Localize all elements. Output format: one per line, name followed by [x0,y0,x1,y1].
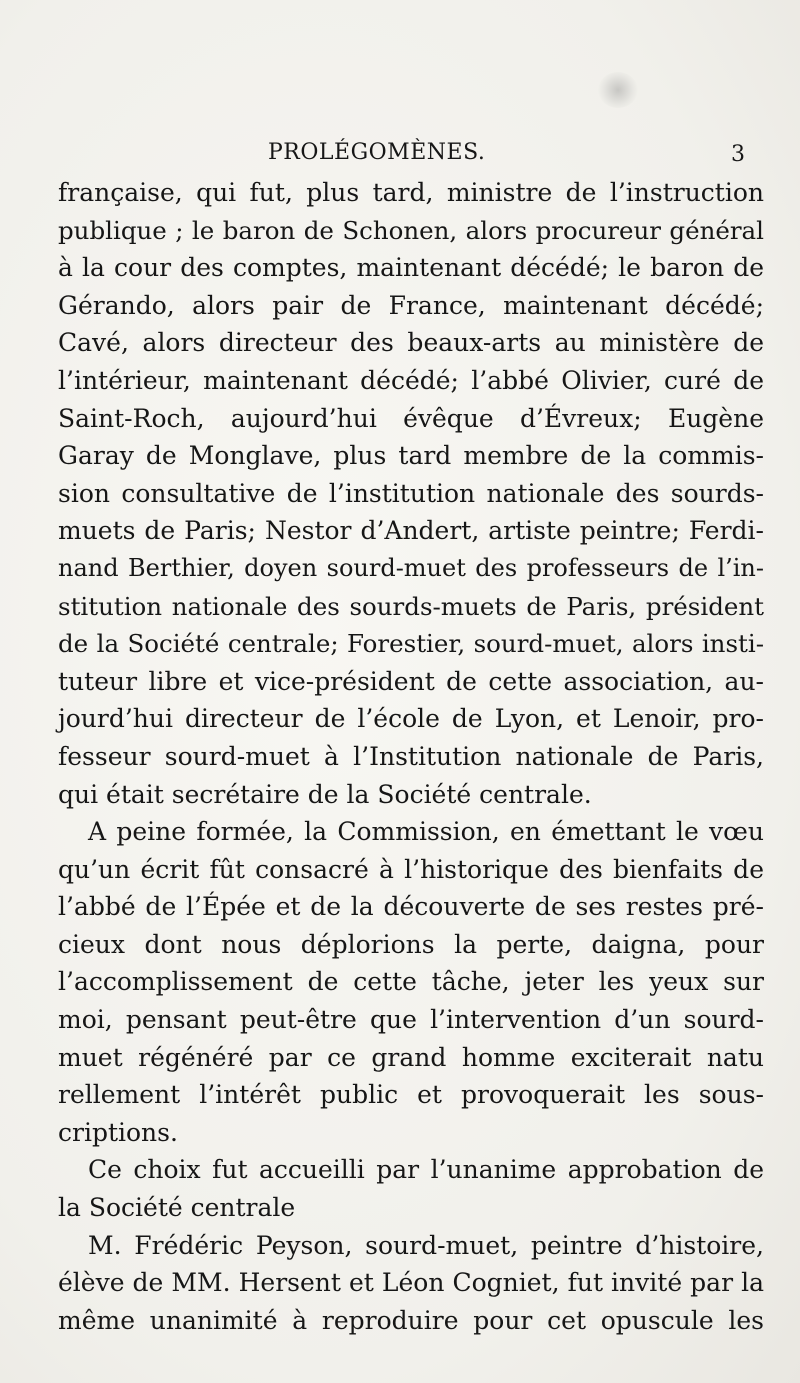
text-line: tuteur libre et vice-président de cette association, au- [58,666,764,696]
paragraph-first-line: Ce choix fut accueilli par l’unanime approbation de [88,1155,764,1185]
page-header [0,140,800,172]
text-line: même unanimité à reproduire pour cet opuscule les [58,1305,764,1335]
page-number: 3 [731,142,745,167]
text-line: fesseur sourd-muet à l’Institution nationale de Paris, [58,741,764,771]
text-line: rellement l’intérêt public et provoquerait les sous- [58,1080,764,1110]
text-line: muets de Paris; Nestor d’Andert, artiste peintre; Ferdi- [58,516,764,546]
body-text [58,174,764,1339]
text-line: à la cour des comptes, maintenant décédé; le baron de [58,253,764,283]
text-line: de la Société centrale; Forestier, sourd-muet, alors insti- [58,629,764,659]
text-line: cieux dont nous déplorions la perte, daigna, pour [58,929,764,959]
text-line: française, qui fut, plus tard, ministre de l’instruction [58,178,764,207]
text-line: stitution nationale des sourds-muets de Paris, président [58,591,764,621]
text-line: l’accomplissement de cette tâche, jeter les yeux sur [58,967,764,997]
paragraph-first-line: M. Frédéric Peyson, sourd-muet, peintre d’histoire, [88,1230,764,1260]
running-title: PROLÉGOMÈNES. [268,140,486,165]
text-line: publique ; le baron de Schonen, alors procureur général [58,215,764,245]
text-line: moi, pensant peut-être que l’intervention d’un sourd- [58,1005,764,1035]
paragraph-last-line: criptions. [58,1117,178,1147]
paragraph-last-line: qui était secrétaire de la Société centrale. [58,779,592,809]
text-line: l’abbé de l’Épée et de la découverte de ses restes pré- [58,892,764,922]
text-line: muet régénéré par ce grand homme exciterait natu [58,1042,764,1072]
paragraph-last-line: la Société centrale [58,1193,296,1223]
text-line: qu’un écrit fût consacré à l’historique des bienfaits de [58,854,764,884]
paragraph-first-line: A peine formée, la Commission, en émettant le vœu [88,817,764,847]
text-line: sion consultative de l’institution nationale des sourds- [58,478,764,508]
text-line: nand Berthier, doyen sourd-muet des professeurs de l’in- [58,553,764,582]
ink-smudge [598,72,638,108]
text-line: Cavé, alors directeur des beaux-arts au ministère de [58,328,764,358]
text-line: l’intérieur, maintenant décédé; l’abbé Olivier, curé de [58,365,764,395]
text-line: Saint-Roch, aujourd’hui évêque d’Évreux; Eugène [58,403,764,433]
text-line: jourd’hui directeur de l’école de Lyon, et Lenoir, pro- [58,704,764,734]
text-line: Gérando, alors pair de France, maintenant décédé; [58,290,764,320]
text-line: élève de MM. Hersent et Léon Cogniet, fut invité par la [58,1268,764,1298]
text-line: Garay de Monglave, plus tard membre de la commis- [58,441,764,471]
